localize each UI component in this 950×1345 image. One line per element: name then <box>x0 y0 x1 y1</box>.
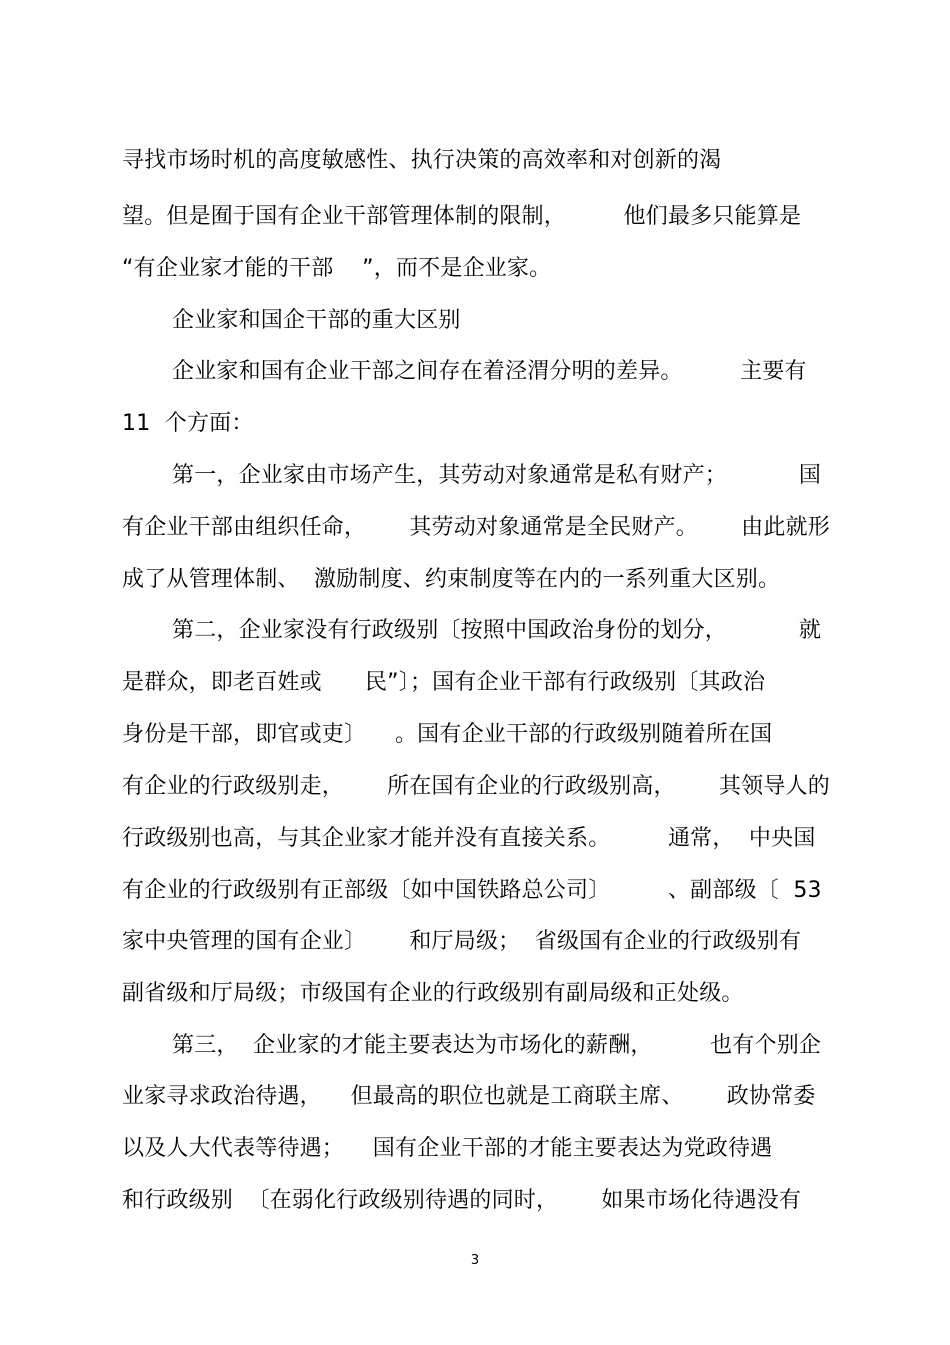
body-line: 11 个方面： <box>122 411 254 436</box>
body-line: 副省级和厅局级；市级国有企业的行政级别有副局级和正处级。 <box>122 981 744 1006</box>
body-line: 有企业的行政级别有正部级〔如中国铁路总公司〕 、副部级〔 53 <box>122 878 822 903</box>
body-line: “有企业家才能的干部 ”，而不是企业家。 <box>122 256 552 281</box>
body-line: 第三， 企业家的才能主要表达为市场化的薪酬， 也有个别企 <box>172 1033 822 1058</box>
body-line: 行政级别也高，与其企业家才能并没有直接关系。 通常， 中央国 <box>122 826 816 851</box>
body-line: 第一，企业家由市场产生，其劳动对象通常是私有财产； 国 <box>172 463 822 488</box>
body-line: 有企业的行政级别走， 所在国有企业的行政级别高， 其领导人的 <box>122 774 830 799</box>
section-heading: 企业家和国企干部的重大区别 <box>172 308 461 333</box>
page-number: 3 <box>470 1253 480 1268</box>
body-line: 第二，企业家没有行政级别〔按照中国政治身份的划分， 就 <box>172 618 822 643</box>
body-line: 以及人大代表等待遇； 国有企业干部的才能主要表达为党政待遇 <box>122 1136 773 1161</box>
body-line: 望。但是囿于国有企业干部管理体制的限制， 他们最多只能算是 <box>122 204 802 229</box>
body-line: 和行政级别 〔在弱化行政级别待遇的同时， 如果市场化待遇没有 <box>122 1188 802 1213</box>
body-line: 家中央管理的国有企业〕 和厅局级； 省级国有企业的行政级别有 <box>122 929 802 954</box>
body-line: 有企业干部由组织任命， 其劳动对象通常是全民财产。 由此就形 <box>122 515 830 540</box>
body-line: 企业家和国有企业干部之间存在着泾渭分明的差异。 主要有 <box>172 359 807 384</box>
body-line: 成了从管理体制、 激励制度、约束制度等在内的一系列重大区别。 <box>122 567 781 592</box>
body-line: 业家寻求政治待遇， 但最高的职位也就是工商联主席、 政协常委 <box>122 1084 816 1109</box>
body-line: 寻找市场时机的高度敏感性、执行决策的高效率和对创新的渴 <box>122 148 722 173</box>
body-line: 身份是干部，即官或吏〕 。国有企业干部的行政级别随着所在国 <box>122 722 773 747</box>
body-line: 是群众，即老百姓或 民”〕；国有企业干部有行政级别〔其政治 <box>122 670 766 695</box>
